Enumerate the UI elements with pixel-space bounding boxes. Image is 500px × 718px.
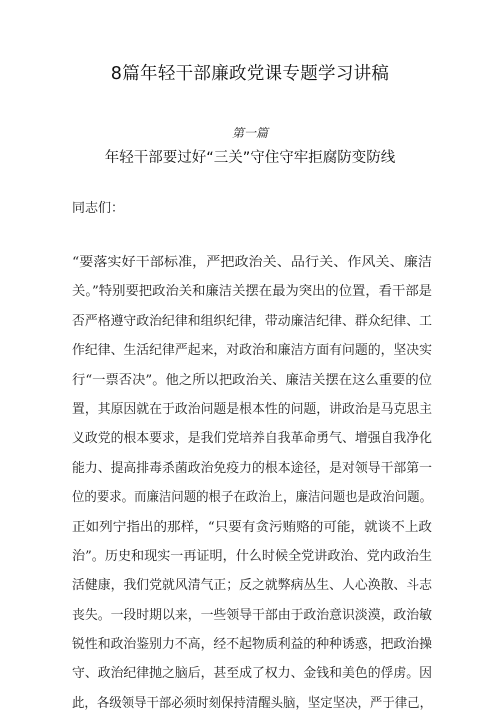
body-line: 作纪律、生活纪律严起来，对政治和廉洁方面有问题的，坚决实 — [72, 343, 433, 359]
body-line: 治”。历史和现实一再证明，什么时候全党讲政治、党内政治生 — [72, 548, 433, 564]
body-line: 置，其原因就在于政治问题是根本性的问题，讲政治是马克思主 — [72, 401, 433, 417]
salutation: 同志们： — [72, 201, 125, 216]
body-line: “要落实好干部标准，严把政治关、品行关、作风关、廉洁 — [72, 255, 433, 270]
body-line: 关。”特别要把政治关和廉洁关摆在最为突出的位置，看干部是 — [72, 284, 433, 300]
body-line: 锐性和政治鉴别力不高，经不起物质利益的种种诱惑，把政治操 — [72, 637, 433, 653]
body-line: 活健康，我们党就风清气正；反之就弊病丛生、人心涣散、斗志 — [72, 578, 433, 594]
body-line: 丧失。一段时期以来，一些领导干部由于政治意识淡漠，政治敏 — [72, 607, 433, 623]
document-title: 8篇年轻干部廉政党课专题学习讲稿 — [110, 64, 390, 84]
body-line: 行“一票否决”。他之所以把政治关、廉洁关摆在这么重要的位 — [72, 372, 433, 388]
body-line: 此，各级领导干部必须时刻保持清醒头脑，坚定坚决，严于律己， — [72, 695, 433, 711]
body-line: 正如列宁指出的那样，“只要有贪污贿赂的可能，就谈不上政 — [72, 519, 432, 535]
speech-title: 年轻干部要过好“三关”守住守牢拒腐防变防线 — [104, 150, 396, 166]
section-label: 第一篇 — [231, 126, 268, 140]
body-line: 守、政治纪律抛之脑后，甚至成了权力、金钱和美色的俘虏。因 — [72, 666, 433, 682]
body-line: 位的要求。而廉洁问题的根子在政治上，廉洁问题也是政治问题。 — [72, 490, 433, 506]
body-line: 否严格遵守政治纪律和组织纪律，带动廉洁纪律、群众纪律、工 — [72, 313, 433, 329]
body-text — [72, 248, 432, 718]
body-line: 能力、提高排毒杀菌政治免疫力的根本途径，是对领导干部第一 — [72, 460, 433, 476]
body-line: 义政党的根本要求，是我们党培养自我革命勇气、增强自我净化 — [72, 431, 433, 447]
